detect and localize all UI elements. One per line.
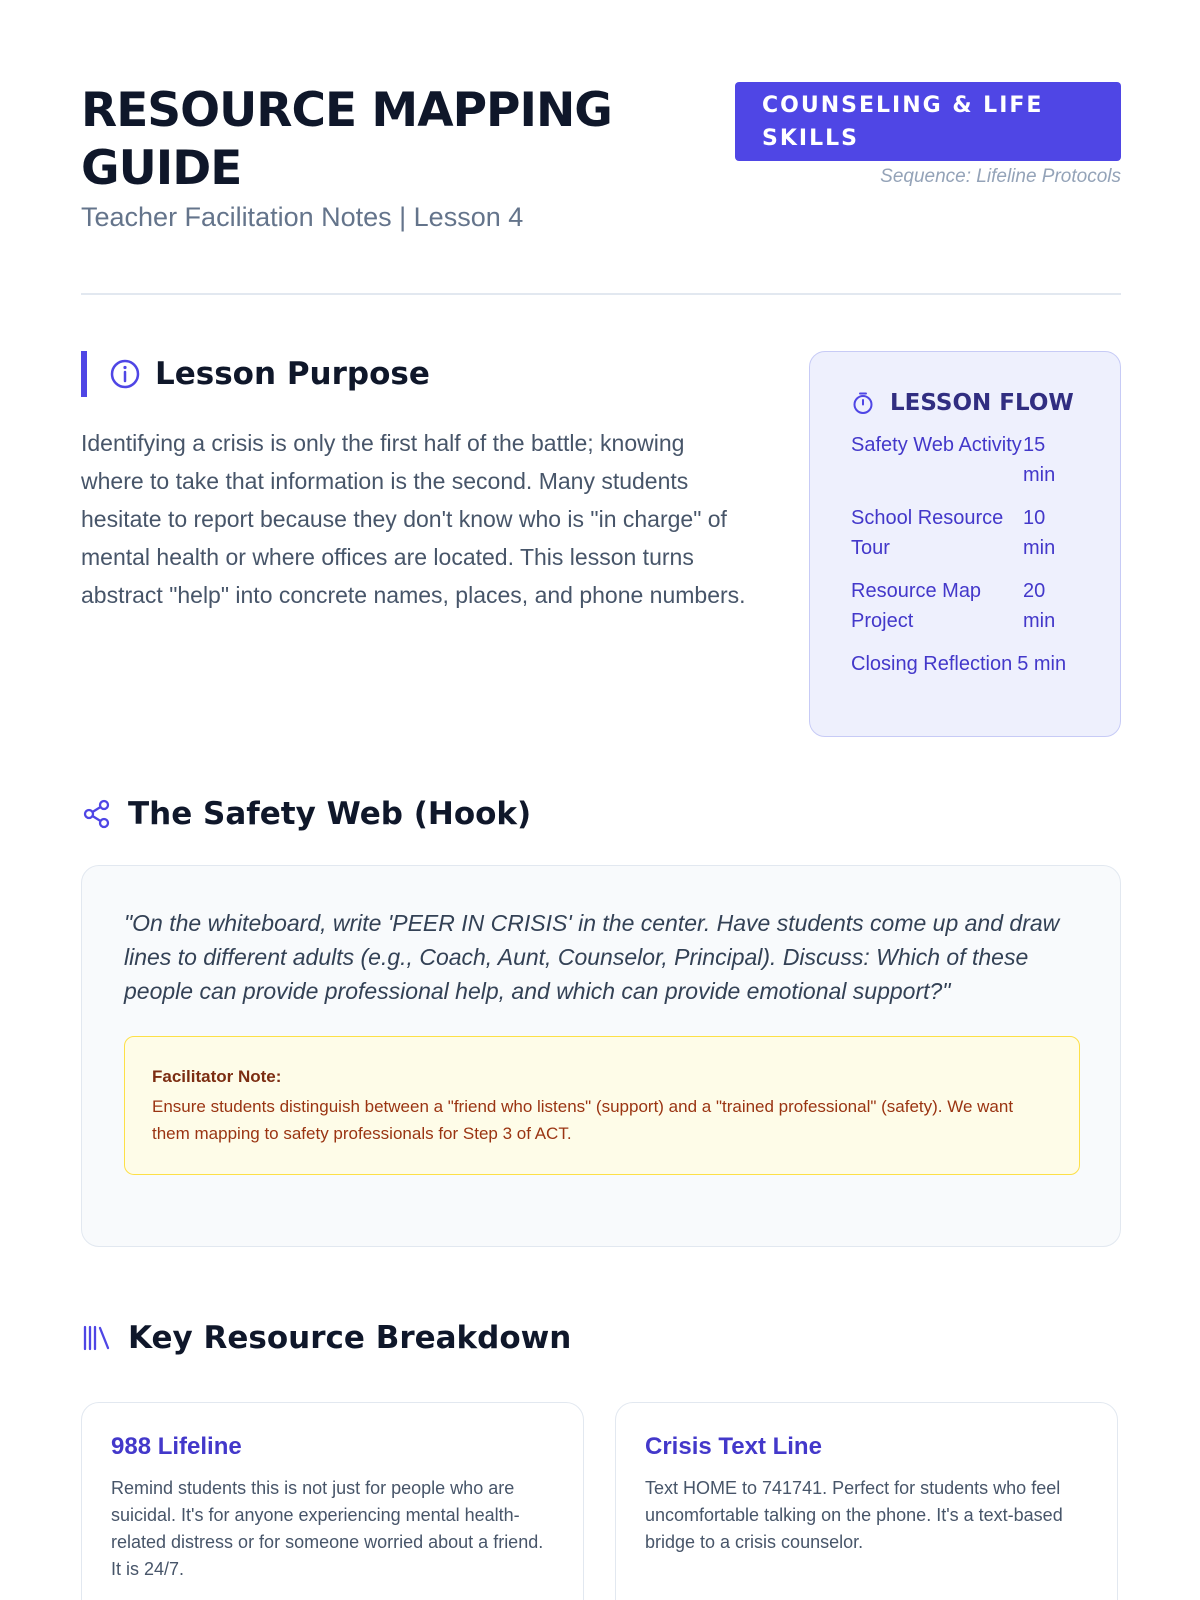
subject-badge: COUNSELING & LIFE SKILLS <box>735 82 1121 161</box>
lesson-purpose-text: Identifying a crisis is only the first half of the battle; knowing where to take that information is the second. Many students hesitate to report because they don't know who is "in charge" of mental health or where offices are located. This lesson turns abstract "help" into concrete names, places, and phone numbers. <box>81 430 746 608</box>
library-icon <box>81 1322 113 1354</box>
activity-quote: "On the whiteboard, write 'PEER IN CRISIS' in the center. Have students come up and draw lines to different adults (e.g., Coach, Aunt, Counselor, Principal). Discuss: Which of these people can provide professional help, and which can provide emotional support?" <box>124 910 1060 1004</box>
flow-item-time: 15 min <box>1023 434 1056 486</box>
facilitator-note <box>124 1036 1080 1175</box>
lesson-flow-title: LESSON FLOW <box>890 390 1074 416</box>
flow-item-time: 10 min <box>1023 507 1056 559</box>
resource-card-text: Remind students this is not just for people who are suicidal. It's for anyone experiencing mental health-related distress or for someone worried about a friend. It is 24/7. <box>111 1478 544 1579</box>
timer-icon <box>851 391 875 415</box>
lesson-flow-heading <box>851 390 1096 416</box>
key-resources-heading <box>81 1314 571 1362</box>
document-page <box>81 0 1121 1600</box>
flow-item <box>851 649 1096 679</box>
facilitator-note-text: Ensure students distinguish between a "friend who listens" (support) and a "trained professional" (safety). We want them mapping to safety professionals for Step 3 of ACT. <box>152 1097 1014 1143</box>
lesson-purpose-title: Lesson Purpose <box>155 356 430 392</box>
header <box>81 82 1121 242</box>
lesson-purpose-heading <box>81 350 430 398</box>
safety-web-title: The Safety Web (Hook) <box>128 796 532 832</box>
flow-item-time: 20 min <box>1023 580 1056 632</box>
sequence-label: Sequence: Lifeline Protocols <box>880 166 1121 187</box>
resource-card-988-lifeline <box>81 1402 584 1600</box>
info-icon <box>109 358 141 390</box>
lesson-flow-card <box>809 351 1121 737</box>
header-divider <box>81 293 1121 295</box>
page-subtitle: Teacher Facilitation Notes | Lesson 4 <box>81 202 524 232</box>
resource-card-crisis-text-line <box>615 1402 1118 1600</box>
resource-card-text: Text HOME to 741741. Perfect for students who feel uncomfortable talking on the phone. It's a text-based bridge to a crisis counselor. <box>645 1478 1063 1552</box>
safety-web-card <box>81 865 1121 1247</box>
flow-item <box>851 576 1096 636</box>
facilitator-note-label: Facilitator Note: <box>152 1067 282 1086</box>
safety-web-heading <box>81 790 531 838</box>
resource-card-title: 988 Lifeline <box>111 1433 242 1460</box>
flow-item-name: Safety Web Activity <box>851 434 1022 456</box>
key-resources-title: Key Resource Breakdown <box>128 1320 572 1356</box>
share-icon <box>81 798 113 830</box>
flow-item-name: Closing Reflection <box>851 653 1013 675</box>
flow-item <box>851 430 1096 490</box>
flow-item-name: School Resource Tour <box>851 507 1004 559</box>
accent-bar <box>81 351 87 397</box>
flow-item <box>851 503 1096 563</box>
flow-item-time: 5 min <box>1017 653 1067 675</box>
page-title: RESOURCE MAPPING GUIDE <box>81 83 612 196</box>
flow-item-name: Resource Map Project <box>851 580 982 632</box>
resource-card-title: Crisis Text Line <box>645 1433 822 1460</box>
